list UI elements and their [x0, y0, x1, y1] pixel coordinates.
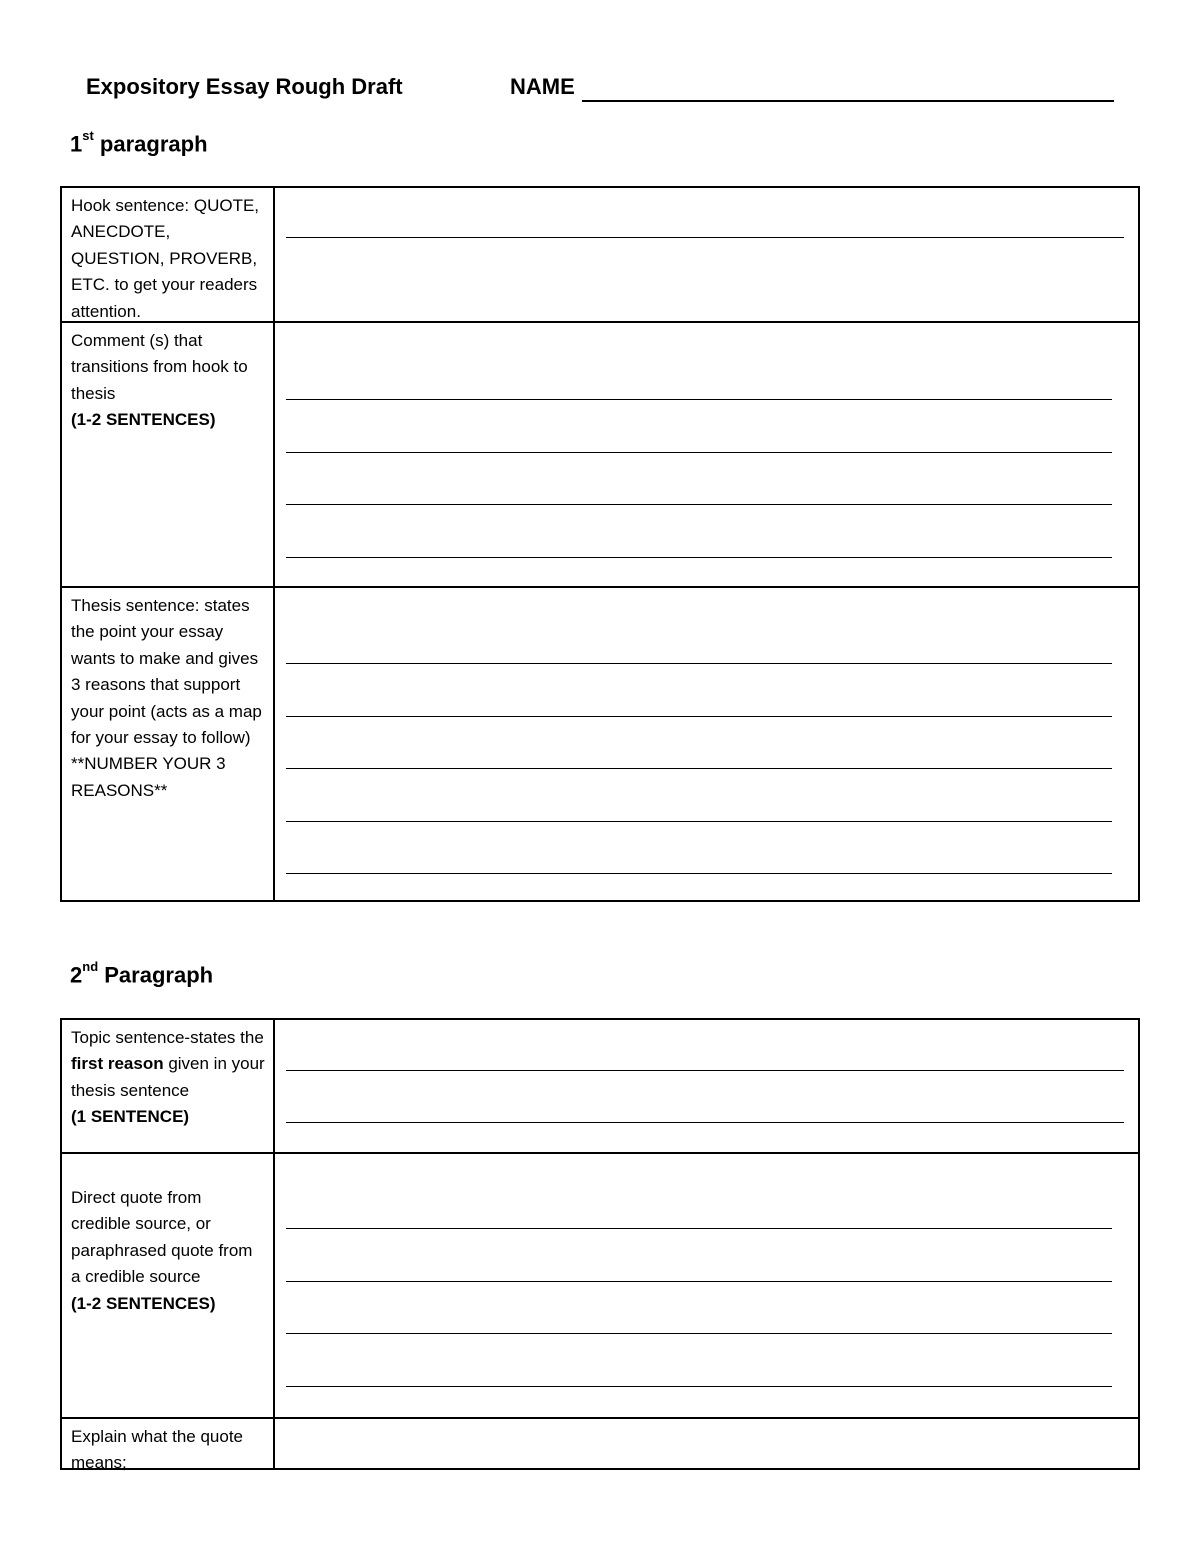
writing-line[interactable] [286, 1228, 1112, 1229]
writing-line[interactable] [286, 1386, 1112, 1387]
row-label-text: Hook sentence: QUOTE, ANECDOTE, QUESTION, PROVERB, ETC. to get your readers attention. [71, 196, 260, 321]
table-row-thesis [62, 586, 1138, 900]
writing-line[interactable] [286, 663, 1112, 664]
table-row-topic [62, 1020, 1138, 1152]
row-label-text: Topic sentence-states the [71, 1028, 269, 1047]
writing-line[interactable] [286, 1333, 1112, 1334]
table-row-hook [62, 188, 1138, 321]
writing-line[interactable] [286, 452, 1112, 453]
name-field-line[interactable] [582, 100, 1114, 102]
writing-line[interactable] [286, 1070, 1124, 1071]
writing-line[interactable] [286, 768, 1112, 769]
row-label-explain [62, 1419, 275, 1473]
writing-line[interactable] [286, 504, 1112, 505]
section-number: 2 [70, 962, 83, 988]
row-label-topic [62, 1020, 275, 1152]
row-label-note: (1-2 SENTENCES) [71, 410, 216, 430]
writing-line[interactable] [286, 557, 1112, 558]
section-label: paragraph [93, 131, 208, 157]
table-row-quote [62, 1152, 1138, 1419]
section-ordinal-suffix: nd [82, 959, 99, 974]
section-ordinal-suffix: st [82, 128, 94, 143]
row-label-text: Thesis sentence: states the point your essay wants to make and gives 3 reasons that support your point (acts as a map for your essay to follow) **NUMBER YOUR 3 REASONS** [71, 596, 262, 800]
writing-line[interactable] [286, 1281, 1112, 1282]
row-label-quote [62, 1154, 275, 1419]
writing-line[interactable] [286, 1122, 1124, 1123]
row-label-thesis [62, 588, 275, 900]
row-label-text: Explain what the quote means; [71, 1427, 244, 1473]
row-label-hook [62, 188, 275, 321]
row-label-note: (1 SENTENCE) [71, 1107, 190, 1127]
writing-line[interactable] [286, 716, 1112, 717]
row-label-note: (1-2 SENTENCES) [71, 1293, 216, 1313]
document-title: Expository Essay Rough Draft [86, 74, 403, 99]
writing-line[interactable] [286, 399, 1112, 400]
section-heading-1 [70, 128, 208, 157]
section-label: Paragraph [98, 962, 214, 988]
paragraph-1-table [60, 186, 1140, 902]
table-row-transition [62, 321, 1138, 588]
section-number: 1 [70, 131, 83, 157]
row-label-text: Direct quote from credible source, or paraphrased quote from a credible source [71, 1188, 253, 1287]
table-row-explain [62, 1417, 1138, 1473]
section-heading-2 [70, 959, 214, 988]
paragraph-2-table [60, 1018, 1140, 1473]
row-label-text: Comment (s) that transitions from hook to thesis [71, 331, 248, 403]
writing-line[interactable] [286, 873, 1112, 874]
row-label-transition [62, 323, 275, 588]
writing-line[interactable] [286, 237, 1124, 238]
row-label-emphasis: first reason [71, 1054, 164, 1074]
row-label-text: given in your thesis sentence [71, 1054, 270, 1100]
writing-line[interactable] [286, 821, 1112, 822]
name-label: NAME [510, 74, 575, 99]
